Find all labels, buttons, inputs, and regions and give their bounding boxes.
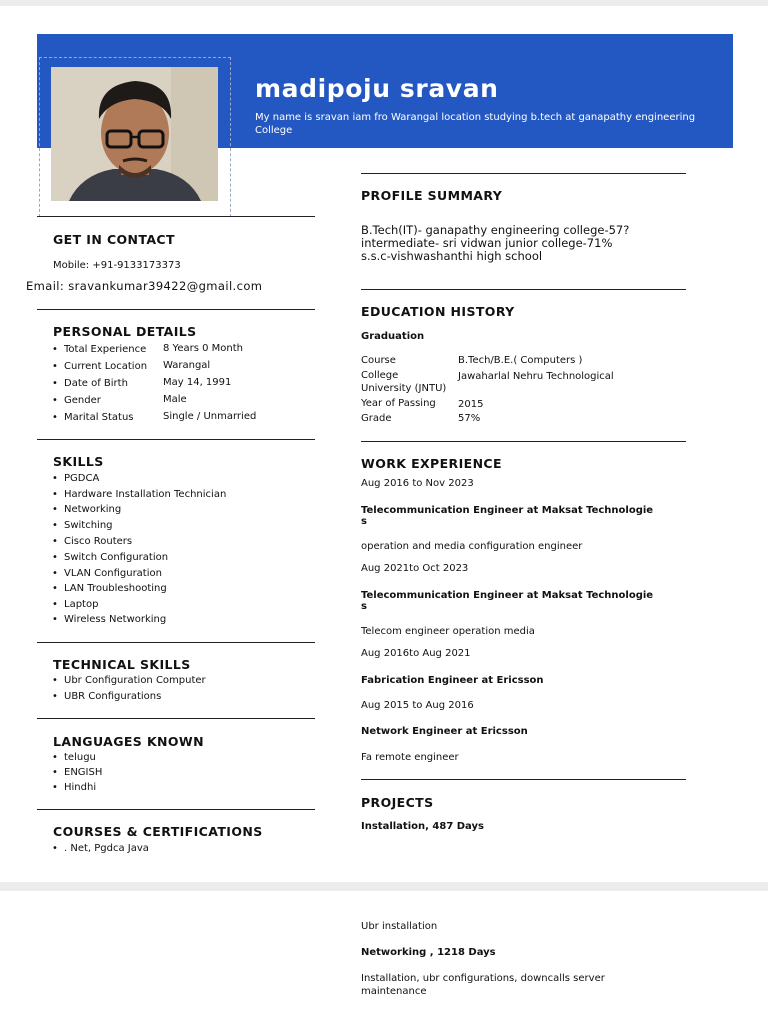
divider <box>361 173 686 174</box>
divider <box>37 309 315 310</box>
personal-value: Warangal <box>163 360 211 371</box>
technical-item: • Ubr Configuration Computer <box>64 675 206 686</box>
resume-page-1 <box>0 6 768 882</box>
personal-label: • Gender <box>64 395 101 406</box>
contact-email[interactable]: Email: sravankumar39422@gmail.com <box>26 279 263 293</box>
education-heading: EDUCATION HISTORY <box>361 304 515 319</box>
project-title: Networking , 1218 Days <box>361 947 496 958</box>
profile-photo <box>51 67 218 201</box>
work-title: Telecommunication Engineer at Maksat Technologie <box>361 590 654 601</box>
edu-label: Year of Passing <box>361 398 436 409</box>
profile-line: B.Tech(IT)- ganapathy engineering college-57? <box>361 223 630 237</box>
personal-label: • Current Location <box>64 361 147 372</box>
personal-value: 8 Years 0 Month <box>163 343 243 354</box>
skill-item: • Cisco Routers <box>64 536 132 547</box>
contact-heading: GET IN CONTACT <box>53 232 175 247</box>
skills-heading: SKILLS <box>53 454 104 469</box>
skill-item: • VLAN Configuration <box>64 568 162 579</box>
work-period: Aug 2015 to Aug 2016 <box>361 700 474 711</box>
skill-item: • Laptop <box>64 599 98 610</box>
personal-value: Single / Unmarried <box>163 411 257 422</box>
work-period: Aug 2021to Oct 2023 <box>361 563 469 574</box>
divider <box>361 289 686 290</box>
candidate-name: madipoju sravan <box>255 74 499 103</box>
work-period: Aug 2016to Aug 2021 <box>361 648 471 659</box>
work-title: Fabrication Engineer at Ericsson <box>361 675 544 686</box>
education-sub: Graduation <box>361 331 425 342</box>
work-title-cont: s <box>361 601 367 612</box>
edu-label: College <box>361 370 399 381</box>
edu-value: 2015 <box>458 399 484 410</box>
edu-value-cont: University (JNTU) <box>361 383 447 394</box>
work-desc: Fa remote engineer <box>361 752 459 763</box>
divider <box>37 718 315 719</box>
profile-line: intermediate- sri vidwan junior college-71% <box>361 236 613 250</box>
personal-label: • Total Experience <box>64 344 146 355</box>
edu-value: 57% <box>458 413 481 424</box>
language-item: • ENGISH <box>64 767 102 778</box>
edu-value: Jawaharlal Nehru Technological <box>458 371 614 382</box>
profile-heading: PROFILE SUMMARY <box>361 188 503 203</box>
edu-label: Course <box>361 355 396 366</box>
technical-item: • UBR Configurations <box>64 691 161 702</box>
personal-heading: PERSONAL DETAILS <box>53 324 197 339</box>
profile-line: s.s.c-vishwashanthi high school <box>361 249 543 263</box>
personal-value: May 14, 1991 <box>163 377 232 388</box>
skill-item: • Switching <box>64 520 113 531</box>
work-desc: operation and media configuration engineer <box>361 541 583 552</box>
project-title: Installation, 487 Days <box>361 821 484 832</box>
project-desc-cont: maintenance <box>361 986 427 997</box>
skill-item: • LAN Troubleshooting <box>64 583 167 594</box>
personal-value: Male <box>163 394 187 405</box>
work-title: Network Engineer at Ericsson <box>361 726 528 737</box>
technical-heading: TECHNICAL SKILLS <box>53 657 191 672</box>
divider <box>37 439 315 440</box>
work-title: Telecommunication Engineer at Maksat Technologie <box>361 505 654 516</box>
candidate-tagline: My name is sravan iam fro Warangal location studying b.tech at ganapathy engineering College <box>255 112 696 136</box>
divider <box>361 441 686 442</box>
skill-item: • Switch Configuration <box>64 552 168 563</box>
edu-label: Grade <box>361 413 392 424</box>
contact-mobile: Mobile: +91-9133173373 <box>53 260 181 271</box>
resume-page-2 <box>0 891 768 1024</box>
language-item: • Hindhi <box>64 782 96 793</box>
divider <box>37 216 315 217</box>
person-portrait-icon <box>51 67 218 201</box>
divider <box>37 642 315 643</box>
personal-label: • Date of Birth <box>64 378 128 389</box>
work-desc: Telecom engineer operation media <box>361 626 535 637</box>
project-desc: Installation, ubr configurations, downcalls server <box>361 973 605 984</box>
divider <box>361 779 686 780</box>
work-heading: WORK EXPERIENCE <box>361 456 502 471</box>
personal-label: • Marital Status <box>64 412 134 423</box>
skill-item: • Wireless Networking <box>64 614 166 625</box>
projects-heading: PROJECTS <box>361 795 434 810</box>
skill-item: • Hardware Installation Technician <box>64 489 226 500</box>
project-desc: Ubr installation <box>361 921 438 932</box>
courses-heading: COURSES & CERTIFICATIONS <box>53 824 263 839</box>
divider <box>37 809 315 810</box>
skill-item: • PGDCA <box>64 473 99 484</box>
skill-item: • Networking <box>64 504 121 515</box>
languages-heading: LANGUAGES KNOWN <box>53 734 204 749</box>
course-item: • . Net, Pgdca Java <box>64 843 149 854</box>
work-title-cont: s <box>361 516 367 527</box>
language-item: • telugu <box>64 752 96 763</box>
edu-value: B.Tech/B.E.( Computers ) <box>458 355 583 366</box>
work-period: Aug 2016 to Nov 2023 <box>361 478 474 489</box>
